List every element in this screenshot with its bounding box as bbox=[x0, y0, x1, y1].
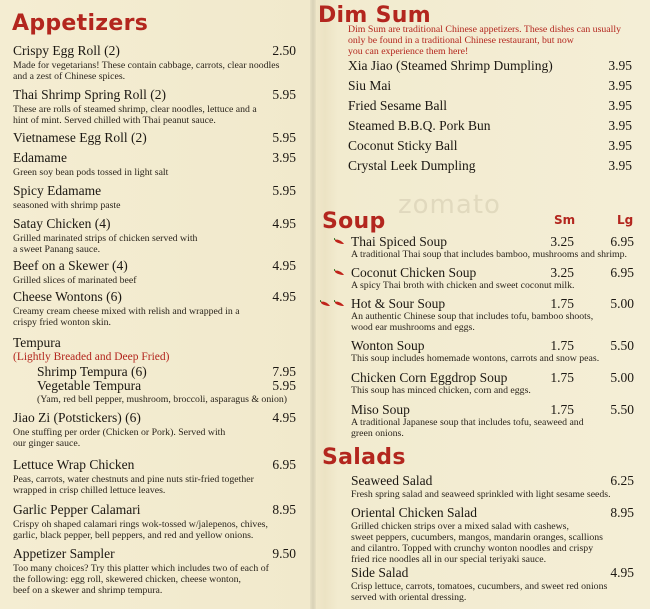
menu-item-name: Vietnamese Egg Roll (2) bbox=[13, 130, 147, 145]
soup-item-price-large: 5.00 bbox=[610, 370, 634, 385]
soup-item-desc: A traditional Japanese soup that includes tofu, seaweed and bbox=[351, 417, 584, 428]
soup-item-name: Miso Soup bbox=[351, 402, 410, 417]
dim-sum-intro-2: only be found in a traditional Chinese restaurant, but now bbox=[348, 35, 574, 46]
menu-item-price: 4.95 bbox=[272, 410, 296, 425]
shrimp-tempura-price: 7.95 bbox=[272, 364, 296, 379]
soup-item-price-large: 5.50 bbox=[610, 402, 634, 417]
menu-item-price: 8.95 bbox=[272, 502, 296, 517]
dim-sum-item-price: 3.95 bbox=[608, 58, 632, 73]
soup-item-desc: A spicy Thai broth with chicken and sweet coconut milk. bbox=[351, 280, 575, 291]
soup-item-name: Chicken Corn Eggdrop Soup bbox=[351, 370, 508, 385]
soup-item-price-small: 1.75 bbox=[550, 338, 574, 353]
shrimp-tempura-name: Shrimp Tempura (6) bbox=[37, 364, 147, 379]
soup-heading: Soup bbox=[322, 209, 386, 234]
menu-item-price: 9.50 bbox=[272, 546, 296, 561]
menu-item-price: 6.95 bbox=[272, 457, 296, 472]
soup-item-price-large: 6.95 bbox=[610, 265, 634, 280]
menu-item-desc: Grilled slices of marinated beef bbox=[13, 275, 137, 286]
dim-sum-intro-3: you can experience them here! bbox=[348, 46, 469, 57]
menu-item-price: 4.95 bbox=[272, 258, 296, 273]
menu-item-name: Appetizer Sampler bbox=[13, 546, 115, 561]
menu-item-name: Lettuce Wrap Chicken bbox=[13, 457, 135, 472]
watermark: zomato bbox=[398, 190, 501, 220]
menu-item-desc: beef on a skewer and shrimp tempura. bbox=[13, 585, 163, 596]
menu-item-desc: Peas, carrots, water chestnuts and pine nuts stir-fried together bbox=[13, 474, 254, 485]
dim-sum-item-price: 3.95 bbox=[608, 98, 632, 113]
tempura-desc: (Yam, red bell pepper, mushroom, broccoli, asparagus & onion) bbox=[37, 394, 288, 405]
vegetable-tempura-price: 5.95 bbox=[272, 378, 296, 393]
appetizers-heading: Appetizers bbox=[12, 11, 149, 36]
chili-pepper-icon bbox=[320, 300, 331, 308]
chili-pepper-icon bbox=[334, 300, 345, 308]
soup-item-name: Thai Spiced Soup bbox=[351, 234, 447, 249]
menu-item-desc: hint of mint. Served chilled with Thai peanut sauce. bbox=[13, 115, 216, 126]
soup-item-price-small: 1.75 bbox=[550, 402, 574, 417]
menu-item-price: 5.95 bbox=[272, 183, 296, 198]
menu-item-desc: seasoned with shrimp paste bbox=[13, 200, 121, 211]
menu-item-price: 3.95 bbox=[272, 150, 296, 165]
menu-item-name: Spicy Edamame bbox=[13, 183, 102, 198]
salad-item-name: Oriental Chicken Salad bbox=[351, 505, 477, 520]
salad-item-desc: fried rice noodles all in our special teriyaki sauce. bbox=[351, 554, 547, 565]
menu-item-price: 4.95 bbox=[272, 289, 296, 304]
soup-item-name: Hot & Sour Soup bbox=[351, 296, 446, 311]
menu-item-price: 5.95 bbox=[272, 130, 296, 145]
soup-item-price-small: 3.25 bbox=[550, 265, 574, 280]
menu-item-price: 4.95 bbox=[272, 216, 296, 231]
tempura-note: (Lightly Breaded and Deep Fried) bbox=[13, 351, 170, 363]
chili-pepper-icon bbox=[334, 238, 345, 246]
salad-item-desc: served with oriental dressing. bbox=[351, 592, 467, 603]
dim-sum-item-name: Crystal Leek Dumpling bbox=[348, 158, 476, 173]
menu-item-desc: Green soy bean pods tossed in light salt bbox=[13, 167, 169, 178]
dim-sum-item-name: Coconut Sticky Ball bbox=[348, 138, 458, 153]
menu-item-name: Satay Chicken (4) bbox=[13, 216, 111, 231]
dim-sum-item-price: 3.95 bbox=[608, 78, 632, 93]
soup-item-desc: This soup has minced chicken, corn and eggs. bbox=[351, 385, 531, 396]
soup-item-desc: An authentic Chinese soup that includes tofu, bamboo shoots, bbox=[351, 311, 594, 322]
dim-sum-item-price: 3.95 bbox=[608, 158, 632, 173]
tempura-title: Tempura bbox=[13, 335, 61, 350]
salad-item-name: Side Salad bbox=[351, 565, 409, 580]
menu-item-desc: Crispy oh shaped calamari rings wok-tossed w/jalepenos, chives, bbox=[13, 519, 268, 530]
menu-item-price: 5.95 bbox=[272, 87, 296, 102]
menu-item-desc: Creamy cream cheese mixed with relish and wrapped in a bbox=[13, 306, 240, 317]
page-fold bbox=[310, 0, 316, 609]
salad-item-desc: Grilled chicken strips over a mixed salad with cashews, bbox=[351, 521, 569, 532]
soup-item-desc: This soup includes homemade wontons, carrots and snow peas. bbox=[351, 353, 600, 364]
salad-item-desc: Crisp lettuce, carrots, tomatoes, cucumbers, and sweet red onions bbox=[351, 581, 608, 592]
menu-item-price: 2.50 bbox=[272, 43, 296, 58]
soup-item-price-small: 3.25 bbox=[550, 234, 574, 249]
soup-small-column-header: Sm bbox=[554, 213, 576, 227]
menu-item-desc: the following: egg roll, skewered chicken, cheese wonton, bbox=[13, 574, 241, 585]
dim-sum-intro-1: Dim Sum are traditional Chinese appetizers. These dishes can usually bbox=[348, 24, 621, 35]
soup-item-desc: wood ear mushrooms and eggs. bbox=[351, 322, 475, 333]
menu-item-desc: a sweet Panang sauce. bbox=[13, 244, 101, 255]
soup-item-name: Wonton Soup bbox=[351, 338, 425, 353]
menu-item-desc: crispy fried wonton skin. bbox=[13, 317, 111, 328]
soup-item-name: Coconut Chicken Soup bbox=[351, 265, 477, 280]
dim-sum-item-price: 3.95 bbox=[608, 138, 632, 153]
soup-item-price-small: 1.75 bbox=[550, 296, 574, 311]
menu-item-name: Beef on a Skewer (4) bbox=[13, 258, 128, 273]
soup-large-column-header: Lg bbox=[617, 213, 634, 227]
salads-heading: Salads bbox=[322, 445, 406, 470]
dim-sum-item-price: 3.95 bbox=[608, 118, 632, 133]
menu-item-name: Cheese Wontons (6) bbox=[13, 289, 122, 304]
soup-item-price-large: 6.95 bbox=[610, 234, 634, 249]
soup-item-price-small: 1.75 bbox=[550, 370, 574, 385]
salad-item-desc: Fresh spring salad and seaweed sprinkled with light sesame seeds. bbox=[351, 489, 611, 500]
menu-item-desc: Made for vegetarians! These contain cabbage, carrots, clear noodles bbox=[13, 60, 280, 71]
dim-sum-item-name: Siu Mai bbox=[348, 78, 392, 93]
salad-item-price: 6.25 bbox=[610, 473, 634, 488]
soup-item-desc: green onions. bbox=[351, 428, 404, 439]
salad-item-price: 8.95 bbox=[610, 505, 634, 520]
menu-item-name: Jiao Zi (Potstickers) (6) bbox=[13, 410, 141, 425]
menu-item-desc: One stuffing per order (Chicken or Pork). Served with bbox=[13, 427, 226, 438]
menu-item-desc: These are rolls of steamed shrimp, clear noodles, lettuce and a bbox=[13, 104, 257, 115]
chili-pepper-icon bbox=[334, 269, 345, 277]
dim-sum-item-name: Steamed B.B.Q. Pork Bun bbox=[348, 118, 491, 133]
dim-sum-item-name: Fried Sesame Ball bbox=[348, 98, 447, 113]
salad-item-desc: and cilantro. Topped with crunchy wonton noodles and crispy bbox=[351, 543, 594, 554]
salad-item-name: Seaweed Salad bbox=[351, 473, 433, 488]
dim-sum-heading: Dim Sum bbox=[318, 3, 431, 28]
menu-item-name: Edamame bbox=[13, 150, 67, 165]
menu-item-desc: Grilled marinated strips of chicken served with bbox=[13, 233, 198, 244]
salad-item-desc: sweet peppers, cucumbers, mangos, mandarin oranges, scallions bbox=[351, 532, 603, 543]
soup-item-price-large: 5.50 bbox=[610, 338, 634, 353]
soup-item-desc: A traditional Thai soup that includes bamboo, mushrooms and shrimp. bbox=[351, 249, 628, 260]
menu-item-desc: Too many choices? Try this platter which includes two of each of bbox=[13, 563, 269, 574]
soup-item-price-large: 5.00 bbox=[610, 296, 634, 311]
menu-item-name: Crispy Egg Roll (2) bbox=[13, 43, 120, 58]
vegetable-tempura-name: Vegetable Tempura bbox=[37, 378, 142, 393]
menu-item-desc: and a zest of Chinese spices. bbox=[13, 71, 126, 82]
salad-item-price: 4.95 bbox=[610, 565, 634, 580]
menu-item-desc: wrapped in crisp chilled lettuce leaves. bbox=[13, 485, 166, 496]
dim-sum-item-name: Xia Jiao (Steamed Shrimp Dumpling) bbox=[348, 58, 553, 73]
menu-item-name: Garlic Pepper Calamari bbox=[13, 502, 141, 517]
menu-item-desc: our ginger sauce. bbox=[13, 438, 81, 449]
menu-item-desc: garlic, black pepper, bell peppers, and red and yellow onions. bbox=[13, 530, 254, 541]
menu-item-name: Thai Shrimp Spring Roll (2) bbox=[13, 87, 166, 102]
